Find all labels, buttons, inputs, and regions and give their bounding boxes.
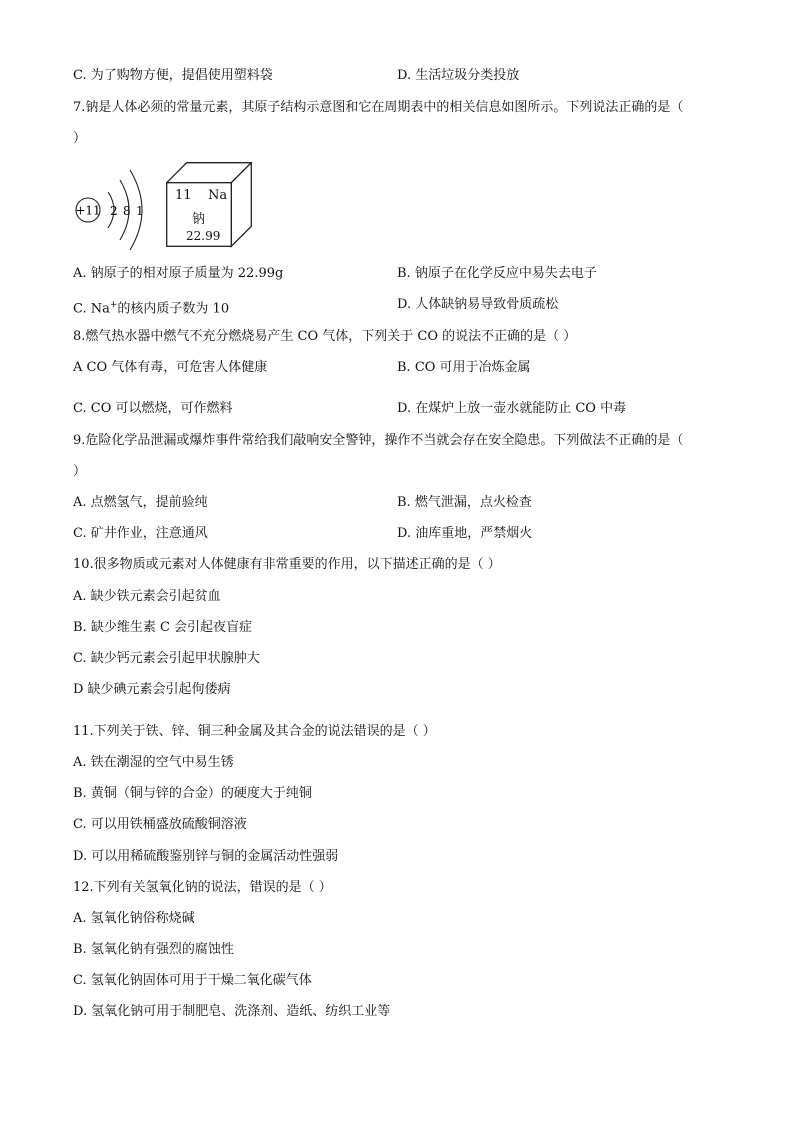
q7-option-c-prefix: C. Na <box>73 301 110 317</box>
q12-option-b: B. 氢氧化钠有强烈的腐蚀性 <box>73 942 234 957</box>
q10-option-a: A. 缺少铁元素会引起贫血 <box>73 589 221 604</box>
q7-option-c-sup: + <box>109 300 118 310</box>
q6-option-c: C. 为了购物方便，提倡使用塑料袋 <box>73 68 273 83</box>
q8-option-b: B. CO 可用于冶炼金属 <box>397 360 531 375</box>
nucleus-charge: +11 <box>75 203 101 218</box>
atomic-mass: 22.99 <box>186 229 221 243</box>
atomic-number: 11 <box>175 188 192 203</box>
shell-electrons-1: 2 <box>110 204 118 218</box>
q11-option-d: D. 可以用稀硫酸鉴别锌与铜的金属活动性强弱 <box>73 849 339 864</box>
q11-stem: 11.下列关于铁、锌、铜三种金属及其合金的说法错误的是（ ） <box>73 724 436 739</box>
q7-option-a: A. 钠原子的相对原子质量为 22.99g <box>73 266 284 281</box>
shell-electrons-3: 1 <box>136 204 144 218</box>
q12-stem: 12.下列有关氢氧化钠的说法，错误的是（ ） <box>73 880 332 895</box>
q11-option-b: B. 黄铜（铜与锌的合金）的硬度大于纯铜 <box>73 786 312 801</box>
q9-stem-line2: ） <box>73 464 87 479</box>
q12-option-a: A. 氢氧化钠俗称烧碱 <box>73 911 195 926</box>
q7-option-d: D. 人体缺钠易导致骨质疏松 <box>397 297 559 312</box>
q8-option-a: A CO 气体有毒，可危害人体健康 <box>73 360 268 375</box>
q8-option-d: D. 在煤炉上放一壶水就能防止 CO 中毒 <box>397 401 627 416</box>
q9-option-b: B. 燃气泄漏，点火检查 <box>397 495 532 510</box>
q9-stem-line1: 9.危险化学品泄漏或爆炸事件常给我们敲响安全警钟，操作不当就会存在安全隐患。下列做法不正确的是（ <box>73 433 684 448</box>
q12-option-d: D. 氢氧化钠可用于制肥皂、洗涤剂、造纸、纺织工业等 <box>73 1004 391 1019</box>
shell-electrons-2: 8 <box>123 204 131 218</box>
q11-option-c: C. 可以用铁桶盛放硫酸铜溶液 <box>73 817 247 832</box>
q9-option-a: A. 点燃氢气，提前验纯 <box>73 495 208 510</box>
q9-option-d: D. 油库重地，严禁烟火 <box>397 526 533 541</box>
q9-option-c: C. 矿井作业，注意通风 <box>73 526 208 541</box>
q8-option-c: C. CO 可以燃烧，可作燃料 <box>73 401 233 416</box>
q7-option-c-suffix: 的核内质子数为 10 <box>117 301 230 317</box>
periodic-table-cell <box>166 162 252 248</box>
q10-option-d: D 缺少碘元素会引起佝偻病 <box>73 682 231 697</box>
q11-option-a: A. 铁在潮湿的空气中易生锈 <box>73 755 234 770</box>
q12-option-c: C. 氢氧化钠固体可用于干燥二氧化碳气体 <box>73 973 312 988</box>
q6-option-d: D. 生活垃圾分类投放 <box>397 68 520 83</box>
q10-stem: 10.很多物质或元素对人体健康有非常重要的作用，以下描述正确的是（ ） <box>73 557 501 572</box>
q10-option-c: C. 缺少钙元素会引起甲状腺肿大 <box>73 651 260 666</box>
element-name: 钠 <box>192 212 206 227</box>
q7-option-b: B. 钠原子在化学反应中易失去电子 <box>397 266 597 281</box>
element-symbol: Na <box>208 188 228 203</box>
q7-stem-line1: 7.钠是人体必须的常量元素，其原子结构示意图和它在周期表中的相关信息如图所示。下列说法正确的是（ <box>73 100 684 115</box>
q7-stem-line2: ） <box>73 131 87 146</box>
q8-stem: 8.燃气热水器中燃气不充分燃烧易产生 CO 气体，下列关于 CO 的说法不正确的是（ ） <box>73 329 577 344</box>
q10-option-b: B. 缺少维生素 C 会引起夜盲症 <box>73 620 253 635</box>
q7-option-c <box>73 297 229 317</box>
